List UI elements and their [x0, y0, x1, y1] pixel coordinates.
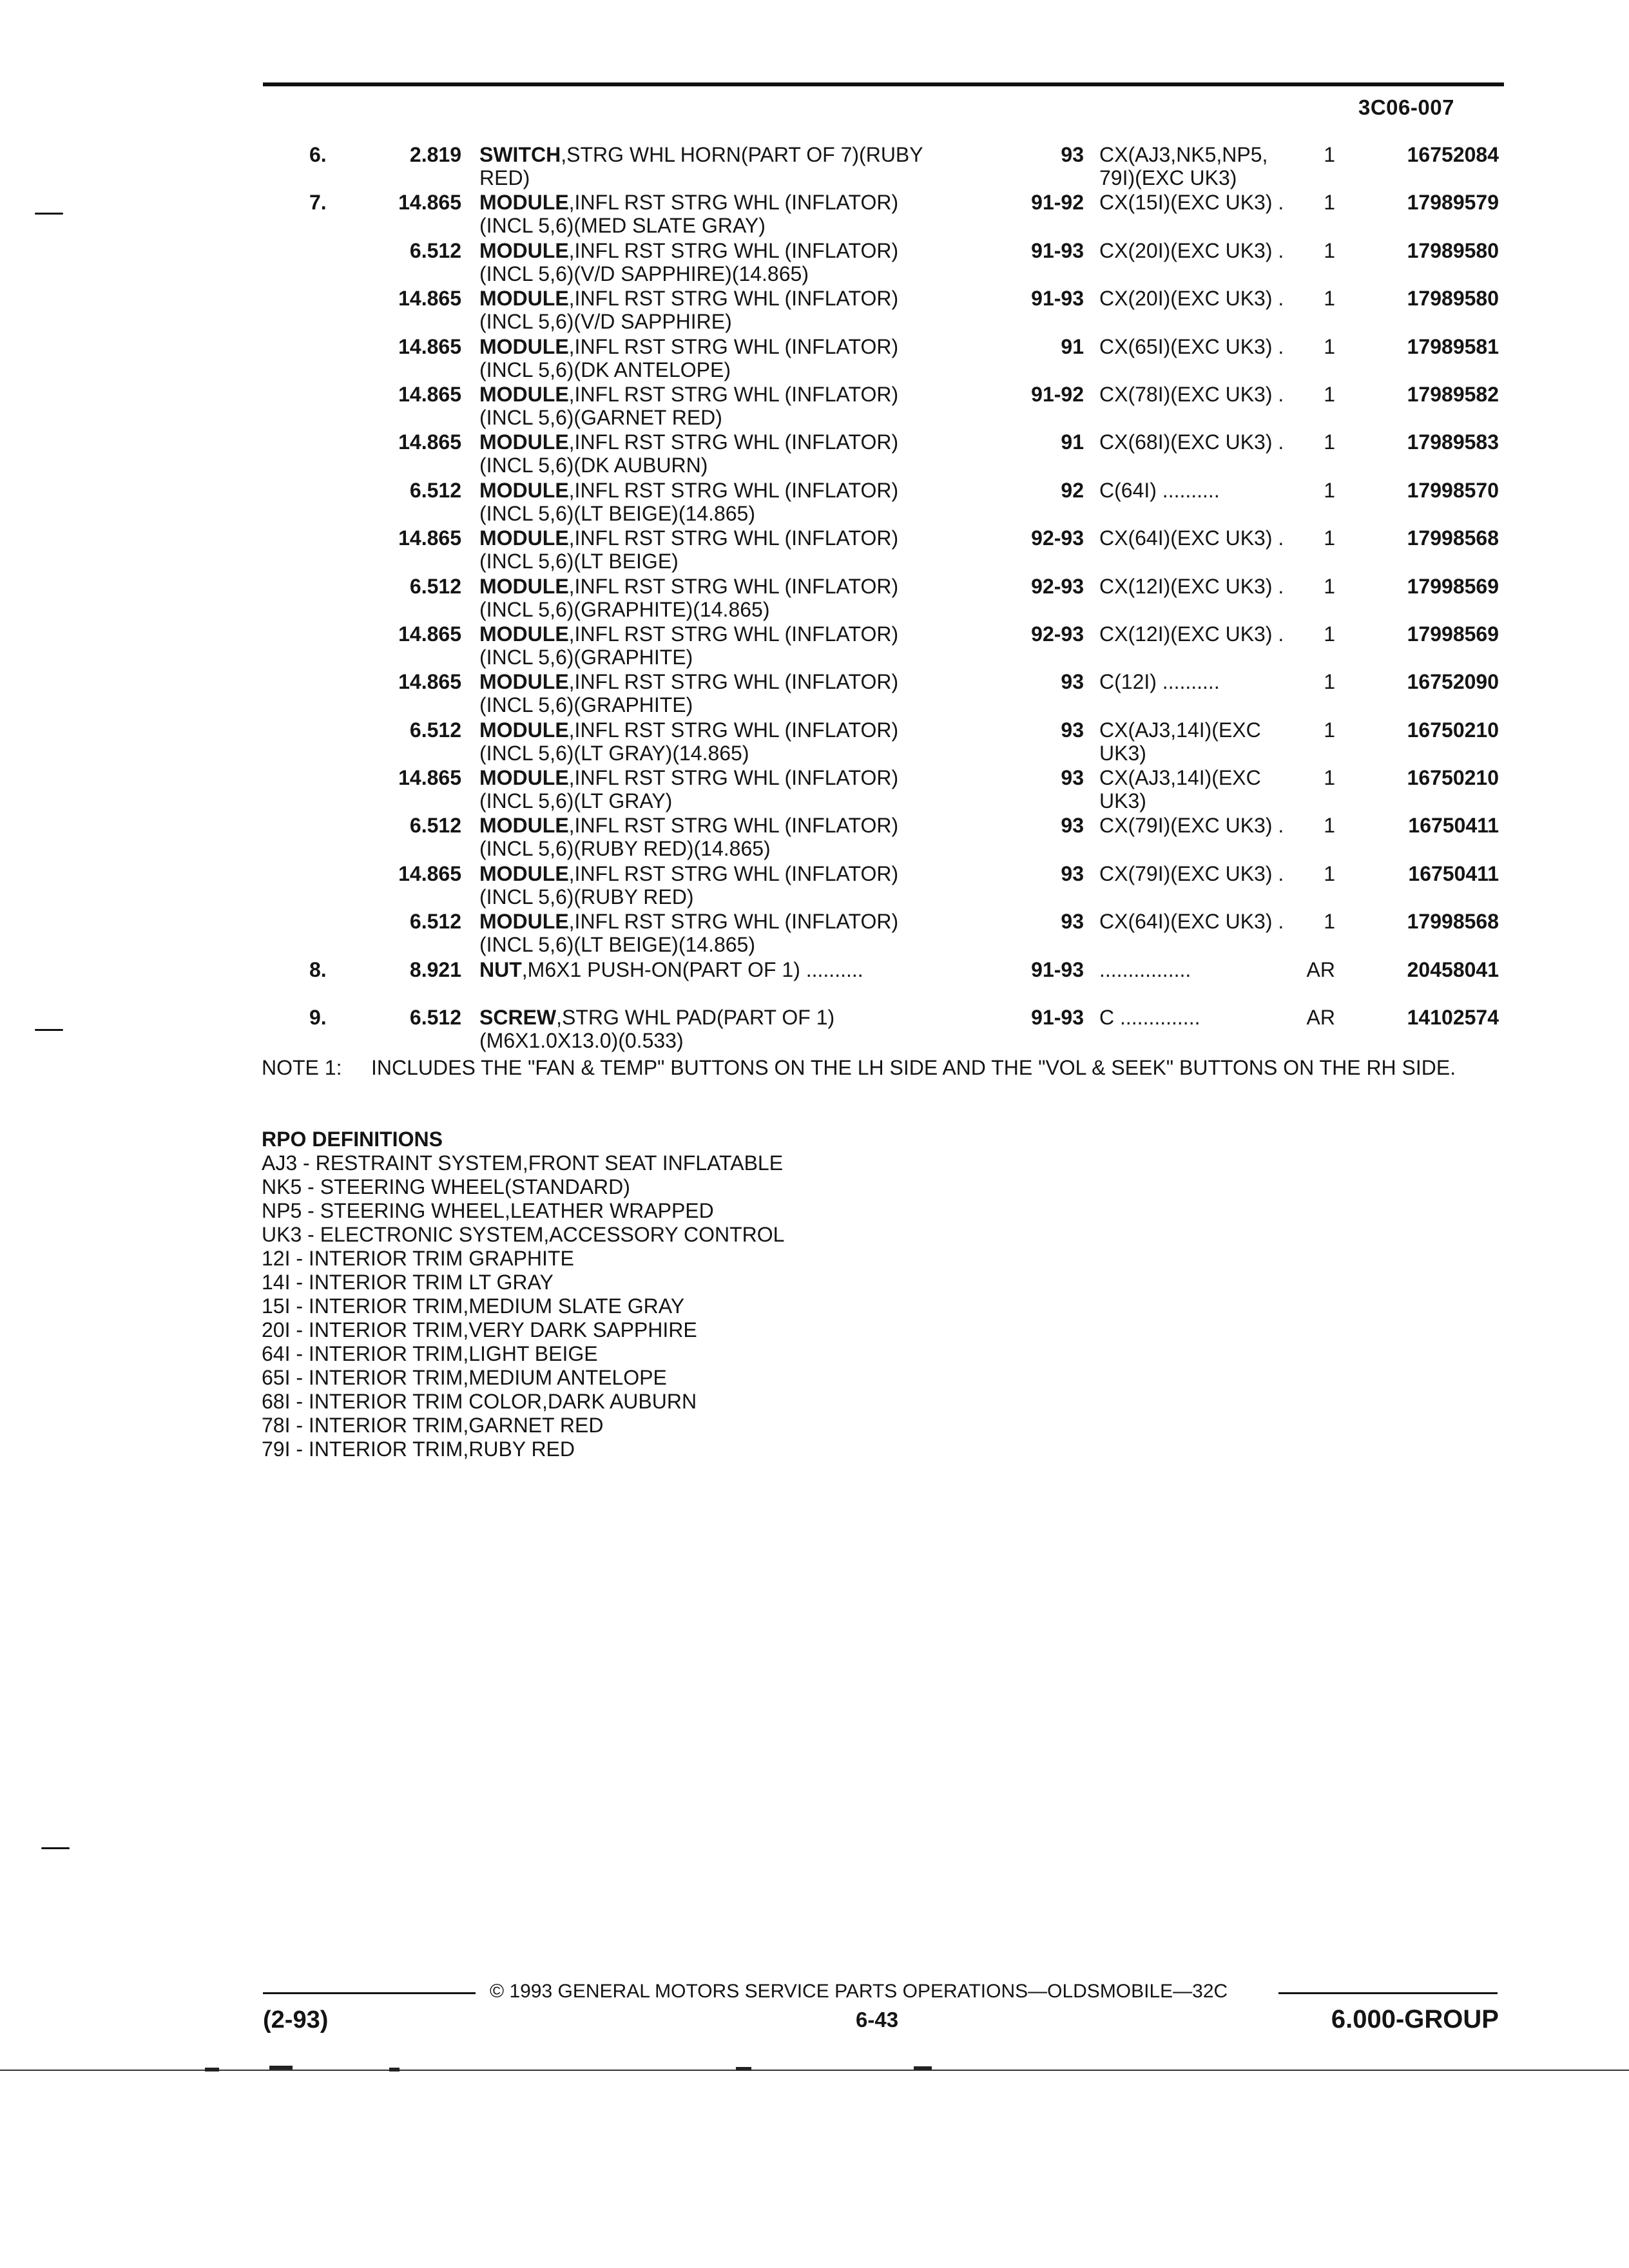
quantity-required: 1	[1324, 574, 1335, 598]
quantity-required: AR	[1306, 957, 1335, 981]
scan-mark	[389, 2068, 400, 2071]
description-line2: (INCL 5,6)(DK ANTELOPE)	[479, 358, 731, 381]
part-description	[479, 814, 1008, 860]
description-line1: ,INFL RST STRG WHL (INFLATOR)	[568, 287, 899, 311]
description-line1: ,M6X1 PUSH-ON(PART OF 1) ..........	[521, 957, 863, 981]
model-usage	[1099, 958, 1306, 981]
model-usage-line1: CX(20I)(EXC UK3) .	[1099, 238, 1284, 262]
model-usage-line1: CX(AJ3,NK5,NP5,	[1099, 143, 1268, 166]
description-line2: (INCL 5,6)(GARNET RED)	[479, 405, 722, 429]
model-usage	[1099, 479, 1306, 502]
part-row	[0, 814, 1629, 861]
part-name: MODULE	[479, 382, 569, 406]
illustration-ref: 14.865	[398, 382, 461, 406]
model-usage	[1099, 814, 1306, 837]
model-years: 93	[1061, 766, 1084, 790]
illustration-ref: 14.865	[398, 334, 461, 358]
part-description	[479, 575, 1008, 621]
part-description	[479, 910, 1008, 956]
illustration-ref: 6.512	[409, 238, 461, 262]
description-line1: ,INFL RST STRG WHL (INFLATOR)	[568, 191, 899, 215]
model-usage	[1099, 862, 1306, 885]
part-name: MODULE	[479, 861, 569, 885]
model-usage-line1: C ..............	[1099, 1006, 1200, 1030]
part-number: 17989580	[1407, 287, 1499, 311]
model-usage-line2: 79I)(EXC UK3)	[1099, 166, 1237, 189]
part-number: 17989582	[1407, 382, 1499, 406]
part-description	[479, 766, 1008, 812]
part-description	[479, 191, 1008, 237]
model-usage	[1099, 1006, 1306, 1029]
item-number: 7.	[309, 191, 327, 215]
part-name: MODULE	[479, 718, 569, 742]
quantity-required: 1	[1324, 861, 1335, 885]
rpo-list	[262, 1151, 784, 1461]
quantity-required: 1	[1324, 143, 1335, 166]
date-code: (2-93)	[263, 2006, 329, 2033]
header-rule	[263, 82, 1504, 86]
description-line2: (INCL 5,6)(RUBY RED)	[479, 885, 694, 908]
description-line1: ,INFL RST STRG WHL (INFLATOR)	[568, 766, 899, 790]
model-usage-line1: CX(12I)(EXC UK3) .	[1099, 574, 1284, 598]
part-description	[479, 287, 1008, 333]
rpo-definition: NK5 - STEERING WHEEL(STANDARD)	[262, 1175, 630, 1198]
model-usage	[1099, 430, 1306, 454]
description-line1: ,INFL RST STRG WHL (INFLATOR)	[568, 814, 899, 838]
part-name: MODULE	[479, 670, 569, 694]
part-description	[479, 239, 1008, 285]
description-line2: (INCL 5,6)(GRAPHITE)(14.865)	[479, 597, 770, 621]
model-usage	[1099, 670, 1306, 693]
part-description	[479, 862, 1008, 908]
scan-mark	[269, 2066, 293, 2070]
part-row	[0, 718, 1629, 766]
rpo-definition: 14I - INTERIOR TRIM LT GRAY	[262, 1271, 554, 1294]
part-row	[0, 479, 1629, 526]
model-usage	[1099, 910, 1306, 933]
description-line1: ,INFL RST STRG WHL (INFLATOR)	[568, 622, 899, 646]
part-row	[0, 335, 1629, 383]
model-usage-line1: CX(15I)(EXC UK3) .	[1099, 191, 1284, 215]
parts-list	[0, 143, 1629, 1053]
description-line1: ,INFL RST STRG WHL (INFLATOR)	[568, 334, 899, 358]
model-usage-line1: CX(79I)(EXC UK3) .	[1099, 861, 1284, 885]
part-name: MODULE	[479, 334, 569, 358]
model-years: 93	[1061, 861, 1084, 885]
part-number: 17998568	[1407, 910, 1499, 934]
part-description	[479, 335, 1008, 381]
model-years: 93	[1061, 670, 1084, 694]
description-line1: ,INFL RST STRG WHL (INFLATOR)	[568, 382, 899, 406]
model-usage-line1: CX(68I)(EXC UK3) .	[1099, 430, 1284, 454]
part-number: 17998569	[1407, 574, 1499, 598]
footer-rule-right	[1278, 1992, 1498, 1994]
part-row	[0, 766, 1629, 814]
note-text: INCLUDES THE "FAN & TEMP" BUTTONS ON THE LH SIDE AND THE "VOL & SEEK" BUTTONS ON THE RH SIDE.	[371, 1056, 1456, 1079]
model-years: 91-93	[1031, 238, 1084, 262]
part-name: MODULE	[479, 287, 569, 311]
note-label: NOTE 1:	[262, 1056, 342, 1079]
part-name: MODULE	[479, 814, 569, 838]
part-row	[0, 622, 1629, 670]
margin-mark	[41, 1847, 70, 1849]
part-description	[479, 1006, 1008, 1052]
illustration-ref: 8.921	[409, 957, 461, 981]
description-line2: (INCL 5,6)(LT GRAY)	[479, 789, 673, 813]
quantity-required: 1	[1324, 478, 1335, 502]
description-line2: (INCL 5,6)(RUBY RED)(14.865)	[479, 837, 771, 861]
part-description	[479, 526, 1008, 573]
description-line2: (INCL 5,6)(V/D SAPPHIRE)(14.865)	[479, 262, 809, 285]
rpo-definition: 20I - INTERIOR TRIM,VERY DARK SAPPHIRE	[262, 1318, 697, 1341]
illustration-ref: 14.865	[398, 526, 461, 550]
part-row	[0, 383, 1629, 430]
description-line2: (M6X1.0X13.0)(0.533)	[479, 1029, 684, 1053]
model-usage-line1: CX(65I)(EXC UK3) .	[1099, 334, 1284, 358]
rpo-definition: 79I - INTERIOR TRIM,RUBY RED	[262, 1437, 575, 1461]
quantity-required: 1	[1324, 670, 1335, 694]
illustration-ref: 14.865	[398, 766, 461, 790]
model-usage	[1099, 239, 1306, 262]
copyright: © 1993 GENERAL MOTORS SERVICE PARTS OPERATIONS—OLDSMOBILE—32C	[490, 1981, 1228, 2002]
part-row	[0, 862, 1629, 910]
model-usage	[1099, 718, 1306, 765]
model-usage-line1: CX(64I)(EXC UK3) .	[1099, 910, 1284, 934]
part-number: 17998568	[1407, 526, 1499, 550]
description-line2: (INCL 5,6)(MED SLATE GRAY)	[479, 214, 766, 238]
model-usage	[1099, 622, 1306, 646]
part-number: 16752090	[1407, 670, 1499, 694]
model-usage-line1: CX(78I)(EXC UK3) .	[1099, 382, 1284, 406]
quantity-required: 1	[1324, 382, 1335, 406]
part-name: MODULE	[479, 238, 569, 262]
item-number: 9.	[309, 1006, 327, 1030]
model-years: 92-93	[1031, 526, 1084, 550]
quantity-required: 1	[1324, 766, 1335, 790]
part-number: 16750411	[1408, 861, 1499, 885]
model-usage	[1099, 287, 1306, 310]
quantity-required: 1	[1324, 191, 1335, 215]
illustration-ref: 2.819	[409, 143, 461, 166]
part-name: MODULE	[479, 574, 569, 598]
quantity-required: 1	[1324, 287, 1335, 311]
part-number: 16750210	[1407, 766, 1499, 790]
rpo-definition: UK3 - ELECTRONIC SYSTEM,ACCESSORY CONTROL	[262, 1223, 785, 1246]
quantity-required: 1	[1324, 334, 1335, 358]
part-name: SWITCH	[479, 143, 561, 166]
page-id: 3C06-007	[1358, 95, 1454, 119]
illustration-ref: 6.512	[409, 910, 461, 934]
quantity-required: 1	[1324, 526, 1335, 550]
illustration-ref: 6.512	[409, 478, 461, 502]
margin-mark	[35, 213, 63, 215]
model-usage-line1: CX(AJ3,14I)(EXC	[1099, 766, 1261, 790]
model-usage-line1: CX(12I)(EXC UK3) .	[1099, 622, 1284, 646]
part-row	[0, 526, 1629, 574]
model-usage-line1: CX(20I)(EXC UK3) .	[1099, 287, 1284, 311]
part-row	[0, 910, 1629, 957]
model-usage	[1099, 383, 1306, 406]
model-usage	[1099, 143, 1306, 189]
description-line1: ,INFL RST STRG WHL (INFLATOR)	[568, 718, 899, 742]
description-line1: ,STRG WHL PAD(PART OF 1)	[556, 1006, 835, 1030]
illustration-ref: 14.865	[398, 670, 461, 694]
description-line2: (INCL 5,6)(GRAPHITE)	[479, 645, 693, 669]
part-description	[479, 479, 1008, 525]
model-years: 93	[1061, 143, 1084, 166]
quantity-required: 1	[1324, 622, 1335, 646]
illustration-ref: 14.865	[398, 861, 461, 885]
item-number: 8.	[309, 957, 327, 981]
description-line1: ,INFL RST STRG WHL (INFLATOR)	[568, 670, 899, 694]
illustration-ref: 6.512	[409, 1006, 461, 1030]
part-number: 17989579	[1407, 191, 1499, 215]
part-number: 16750411	[1408, 814, 1499, 838]
part-description	[479, 670, 1008, 716]
model-usage	[1099, 335, 1306, 358]
part-name: NUT	[479, 957, 522, 981]
model-usage-line1: CX(79I)(EXC UK3) .	[1099, 814, 1284, 838]
quantity-required: AR	[1306, 1006, 1335, 1030]
part-description	[479, 430, 1008, 477]
model-usage-line1: C(64I) ..........	[1099, 478, 1220, 502]
part-name: MODULE	[479, 526, 569, 550]
description-line2: (INCL 5,6)(GRAPHITE)	[479, 693, 693, 717]
margin-mark	[35, 1029, 63, 1031]
part-row	[0, 191, 1629, 238]
rpo-definitions	[262, 1128, 784, 1461]
part-row	[0, 287, 1629, 334]
part-row	[0, 1006, 1629, 1053]
rpo-heading: RPO DEFINITIONS	[262, 1128, 443, 1151]
model-usage-line2: UK3)	[1099, 741, 1146, 765]
model-usage	[1099, 575, 1306, 598]
description-line1: ,INFL RST STRG WHL (INFLATOR)	[568, 574, 899, 598]
model-usage	[1099, 766, 1306, 812]
quantity-required: 1	[1324, 910, 1335, 934]
description-line1: ,INFL RST STRG WHL (INFLATOR)	[568, 861, 899, 885]
model-usage-line1: ................	[1099, 957, 1191, 981]
part-name: MODULE	[479, 766, 569, 790]
item-number: 6.	[309, 143, 327, 166]
rpo-definition: 12I - INTERIOR TRIM GRAPHITE	[262, 1247, 574, 1270]
description-line2: (INCL 5,6)(DK AUBURN)	[479, 454, 708, 477]
scan-mark	[205, 2068, 219, 2071]
model-years: 91	[1061, 430, 1084, 454]
illustration-ref: 14.865	[398, 287, 461, 311]
model-usage	[1099, 191, 1306, 214]
illustration-ref: 6.512	[409, 814, 461, 838]
page-number: 6-43	[856, 2008, 899, 2032]
description-line2: (INCL 5,6)(LT BEIGE)(14.865)	[479, 501, 755, 525]
part-description	[479, 958, 1008, 981]
part-row	[0, 143, 1629, 191]
part-description	[479, 718, 1008, 765]
part-number: 14102574	[1407, 1006, 1499, 1030]
model-years: 91-92	[1031, 382, 1084, 406]
part-number: 16750210	[1407, 718, 1499, 742]
quantity-required: 1	[1324, 718, 1335, 742]
part-number: 17989580	[1407, 238, 1499, 262]
illustration-ref: 14.865	[398, 191, 461, 215]
description-line1: ,STRG WHL HORN(PART OF 7)(RUBY	[561, 143, 923, 166]
model-usage	[1099, 526, 1306, 550]
rpo-definition: 15I - INTERIOR TRIM,MEDIUM SLATE GRAY	[262, 1294, 685, 1318]
part-name: MODULE	[479, 910, 569, 934]
quantity-required: 1	[1324, 430, 1335, 454]
part-row	[0, 239, 1629, 287]
model-years: 91-93	[1031, 287, 1084, 311]
model-years: 93	[1061, 910, 1084, 934]
model-years: 91-93	[1031, 1006, 1084, 1030]
rpo-definition: AJ3 - RESTRAINT SYSTEM,FRONT SEAT INFLATABLE	[262, 1151, 784, 1175]
model-years: 91	[1061, 334, 1084, 358]
scan-mark	[736, 2067, 751, 2071]
description-line1: ,INFL RST STRG WHL (INFLATOR)	[568, 526, 899, 550]
rpo-definition: NP5 - STEERING WHEEL,LEATHER WRAPPED	[262, 1199, 714, 1222]
model-years: 92	[1061, 478, 1084, 502]
model-years: 91-92	[1031, 191, 1084, 215]
illustration-ref: 6.512	[409, 718, 461, 742]
description-line2: (INCL 5,6)(V/D SAPPHIRE)	[479, 310, 732, 334]
model-usage-line1: CX(64I)(EXC UK3) .	[1099, 526, 1284, 550]
description-line2: RED)	[479, 166, 530, 189]
part-description	[479, 383, 1008, 429]
part-number: 17989583	[1407, 430, 1499, 454]
description-line2: (INCL 5,6)(LT BEIGE)(14.865)	[479, 933, 755, 957]
part-number: 17989581	[1407, 334, 1499, 358]
footer-rule-left	[263, 1992, 476, 1994]
description-line1: ,INFL RST STRG WHL (INFLATOR)	[568, 430, 899, 454]
part-name: MODULE	[479, 622, 569, 646]
model-usage-line1: CX(AJ3,14I)(EXC	[1099, 718, 1261, 742]
part-number: 16752084	[1407, 143, 1499, 166]
description-line1: ,INFL RST STRG WHL (INFLATOR)	[568, 478, 899, 502]
scan-mark	[914, 2066, 932, 2070]
rpo-definition: 64I - INTERIOR TRIM,LIGHT BEIGE	[262, 1342, 598, 1365]
part-row	[0, 430, 1629, 478]
description-line1: ,INFL RST STRG WHL (INFLATOR)	[568, 910, 899, 934]
model-years: 92-93	[1031, 574, 1084, 598]
description-line2: (INCL 5,6)(LT GRAY)(14.865)	[479, 741, 749, 765]
model-usage-line1: C(12I) ..........	[1099, 670, 1220, 694]
part-number: 17998570	[1407, 478, 1499, 502]
part-name: MODULE	[479, 191, 569, 215]
model-usage-line2: UK3)	[1099, 789, 1146, 813]
part-row	[0, 575, 1629, 622]
part-row	[0, 670, 1629, 718]
rpo-definition: 68I - INTERIOR TRIM COLOR,DARK AUBURN	[262, 1390, 697, 1413]
part-name: SCREW	[479, 1006, 557, 1030]
description-line2: (INCL 5,6)(LT BEIGE)	[479, 550, 679, 573]
model-years: 92-93	[1031, 622, 1084, 646]
description-line1: ,INFL RST STRG WHL (INFLATOR)	[568, 238, 899, 262]
model-years: 93	[1061, 814, 1084, 838]
illustration-ref: 14.865	[398, 622, 461, 646]
part-name: MODULE	[479, 478, 569, 502]
group-label: 6.000-GROUP	[1331, 2005, 1499, 2033]
illustration-ref: 14.865	[398, 430, 461, 454]
model-years: 91-93	[1031, 957, 1084, 981]
rpo-definition: 78I - INTERIOR TRIM,GARNET RED	[262, 1414, 604, 1437]
part-number: 17998569	[1407, 622, 1499, 646]
illustration-ref: 6.512	[409, 574, 461, 598]
quantity-required: 1	[1324, 238, 1335, 262]
part-description	[479, 622, 1008, 669]
part-name: MODULE	[479, 430, 569, 454]
part-row	[0, 958, 1629, 1006]
rpo-definition: 65I - INTERIOR TRIM,MEDIUM ANTELOPE	[262, 1366, 667, 1389]
model-years: 93	[1061, 718, 1084, 742]
part-number: 20458041	[1407, 957, 1499, 981]
part-description	[479, 143, 1008, 189]
scan-edge-line	[0, 2070, 1629, 2071]
quantity-required: 1	[1324, 814, 1335, 838]
